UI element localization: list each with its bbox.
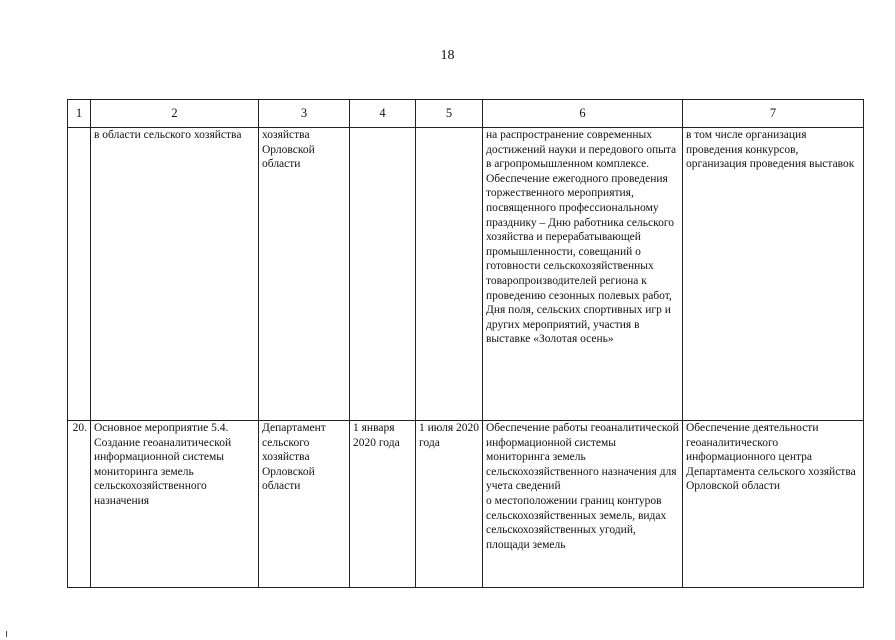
cell-activity: Основное мероприятие 5.4. Создание геоаналитической информационной системы мониторинга земель сельскохозяйственного назначения bbox=[91, 421, 259, 588]
scan-edge-mark bbox=[6, 631, 7, 637]
activities-table bbox=[67, 99, 864, 588]
table-row-20 bbox=[68, 421, 864, 588]
cell-start-date bbox=[350, 128, 416, 421]
header-row bbox=[68, 100, 864, 128]
cell-note: в том числе организация проведения конкурсов, организация проведения выставок bbox=[683, 128, 864, 421]
cell-executor: Департамент сельского хозяйства Орловской области bbox=[259, 421, 350, 588]
header-col-2: 2 bbox=[91, 100, 259, 128]
page-number: 18 bbox=[440, 48, 455, 63]
cell-activity: в области сельского хозяйства bbox=[91, 128, 259, 421]
result-paragraph: Обеспечение работы геоаналитической информационной системы мониторинга земель сельскохозяйственного назначения для учета сведений bbox=[486, 422, 679, 493]
cell-end-date bbox=[416, 128, 483, 421]
header-col-5: 5 bbox=[416, 100, 483, 128]
header-col-1: 1 bbox=[68, 100, 91, 128]
result-paragraph: о местоположении границ контуров сельскохозяйственных земель, видах сельскохозяйственных угодий, площади земель bbox=[486, 494, 667, 551]
cell-expected-result bbox=[483, 421, 683, 588]
header-col-6: 6 bbox=[483, 100, 683, 128]
cell-note: Обеспечение деятельности геоаналитического информационного центра Департамента сельского хозяйства Орловской области bbox=[683, 421, 864, 588]
cell-expected-result bbox=[483, 128, 683, 421]
table-row-continued bbox=[68, 128, 864, 421]
header-col-3: 3 bbox=[259, 100, 350, 128]
result-paragraph: Обеспечение ежегодного проведения торжественного мероприятия, посвященного профессиональному празднику – Дню работника сельского хозяйства и перерабатывающей промышленности, совещаний о готовности сельскохозяйственных товаропроизводителей региона к проведению сезонных полевых работ, Дня поля, сельских спортивных игр и других мероприятий, участия в выставке «Золотая осень» bbox=[486, 172, 675, 346]
cell-start-date: 1 января 2020 года bbox=[350, 421, 416, 588]
cell-executor: хозяйства Орловской области bbox=[259, 128, 350, 421]
header-col-4: 4 bbox=[350, 100, 416, 128]
cell-number: 20. bbox=[68, 421, 91, 588]
cell-end-date: 1 июля 2020 года bbox=[416, 421, 483, 588]
result-paragraph: на распространение современных достижений науки и передового опыта в агропромышленном комплексе. bbox=[486, 129, 677, 171]
header-col-7: 7 bbox=[683, 100, 864, 128]
cell-number bbox=[68, 128, 91, 421]
